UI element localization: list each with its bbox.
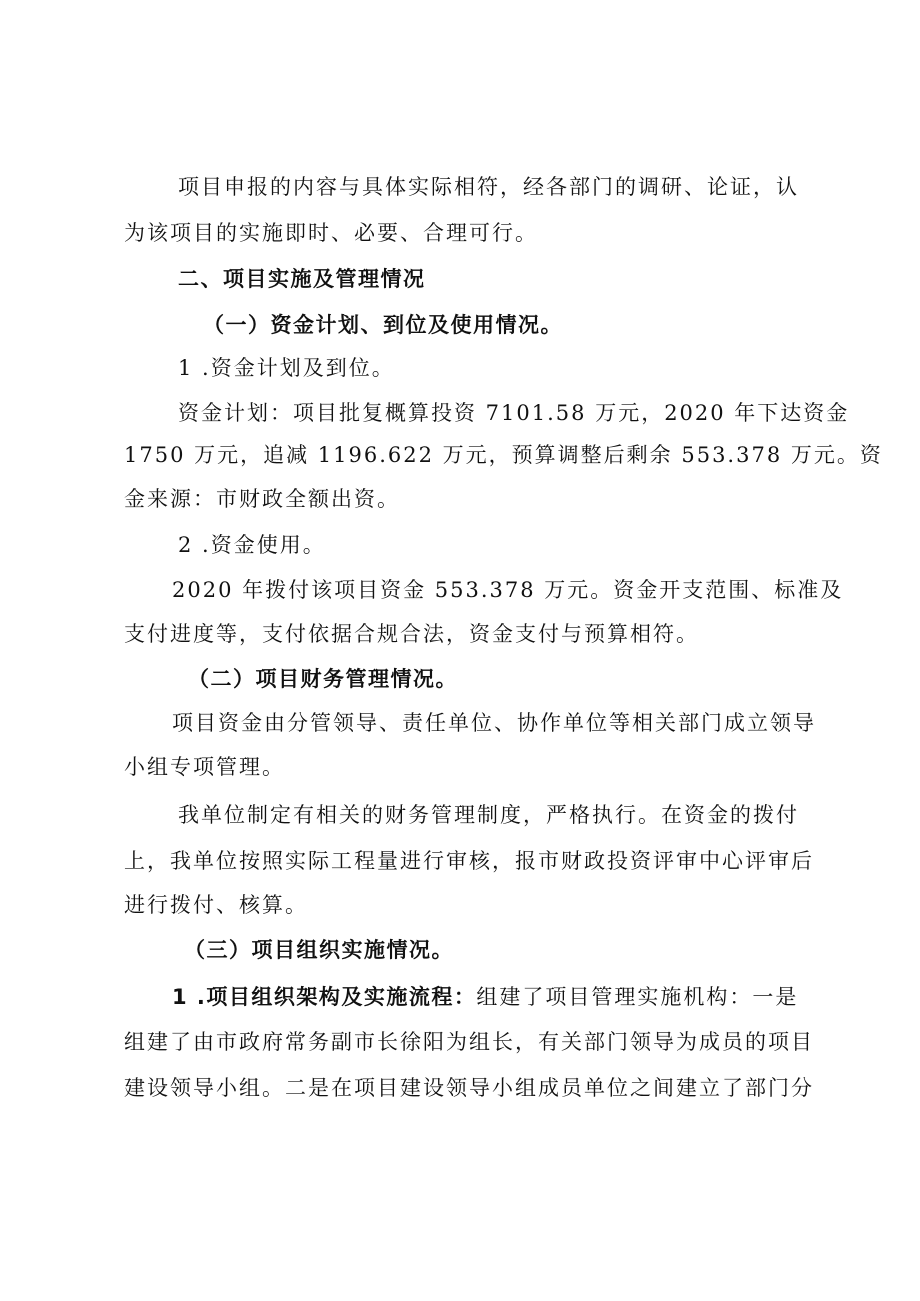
item-title: 2 .资金使用。	[178, 533, 326, 557]
paragraph-line: 小组专项管理。	[124, 755, 285, 779]
org-lead-label: 1 .项目组织架构及实施流程：	[172, 985, 477, 1009]
paragraph-line: 进行拨付、核算。	[124, 893, 308, 917]
section-heading: 二、项目实施及管理情况	[178, 267, 426, 291]
paragraph-line: 为该项目的实施即时、必要、合理可行。	[124, 221, 538, 245]
paragraph-line: 项目申报的内容与具体实际相符，经各部门的调研、论证，认	[178, 175, 799, 199]
paragraph-line: 项目资金由分管领导、责任单位、协作单位等相关部门成立领导	[172, 711, 816, 735]
paragraph-line: 1750 万元，追减 1196.622 万元，预算调整后剩余 553.378 万元。资	[124, 443, 883, 467]
paragraph-line: 我单位制定有相关的财务管理制度，严格执行。在资金的拨付	[178, 803, 799, 827]
subsection-heading: （一）资金计划、到位及使用情况。	[203, 313, 563, 337]
paragraph-line	[172, 982, 798, 1012]
subsection-heading: （二）项目财务管理情况。	[188, 667, 458, 691]
paragraph-line: 组建了由市政府常务副市长徐阳为组长，有关部门领导为成员的项目	[124, 1030, 814, 1054]
paragraph-line: 支付进度等，支付依据合规合法，资金支付与预算相符。	[124, 622, 699, 646]
paragraph-line: 2020 年拨付该项目资金 553.378 万元。资金开支范围、标准及	[172, 578, 844, 602]
org-line-1-text: 组建了项目管理实施机构：一是	[476, 985, 799, 1009]
item-title: 1 .资金计划及到位。	[178, 356, 395, 380]
paragraph-line: 金来源：市财政全额出资。	[124, 487, 400, 511]
subsection-heading: （三）项目组织实施情况。	[184, 938, 454, 962]
paragraph-line: 建设领导小组。二是在项目建设领导小组成员单位之间建立了部门分	[124, 1076, 814, 1100]
paragraph-line: 上，我单位按照实际工程量进行审核，报市财政投资评审中心评审后	[124, 849, 814, 873]
paragraph-line: 资金计划：项目批复概算投资 7101.58 万元，2020 年下达资金	[178, 401, 850, 425]
